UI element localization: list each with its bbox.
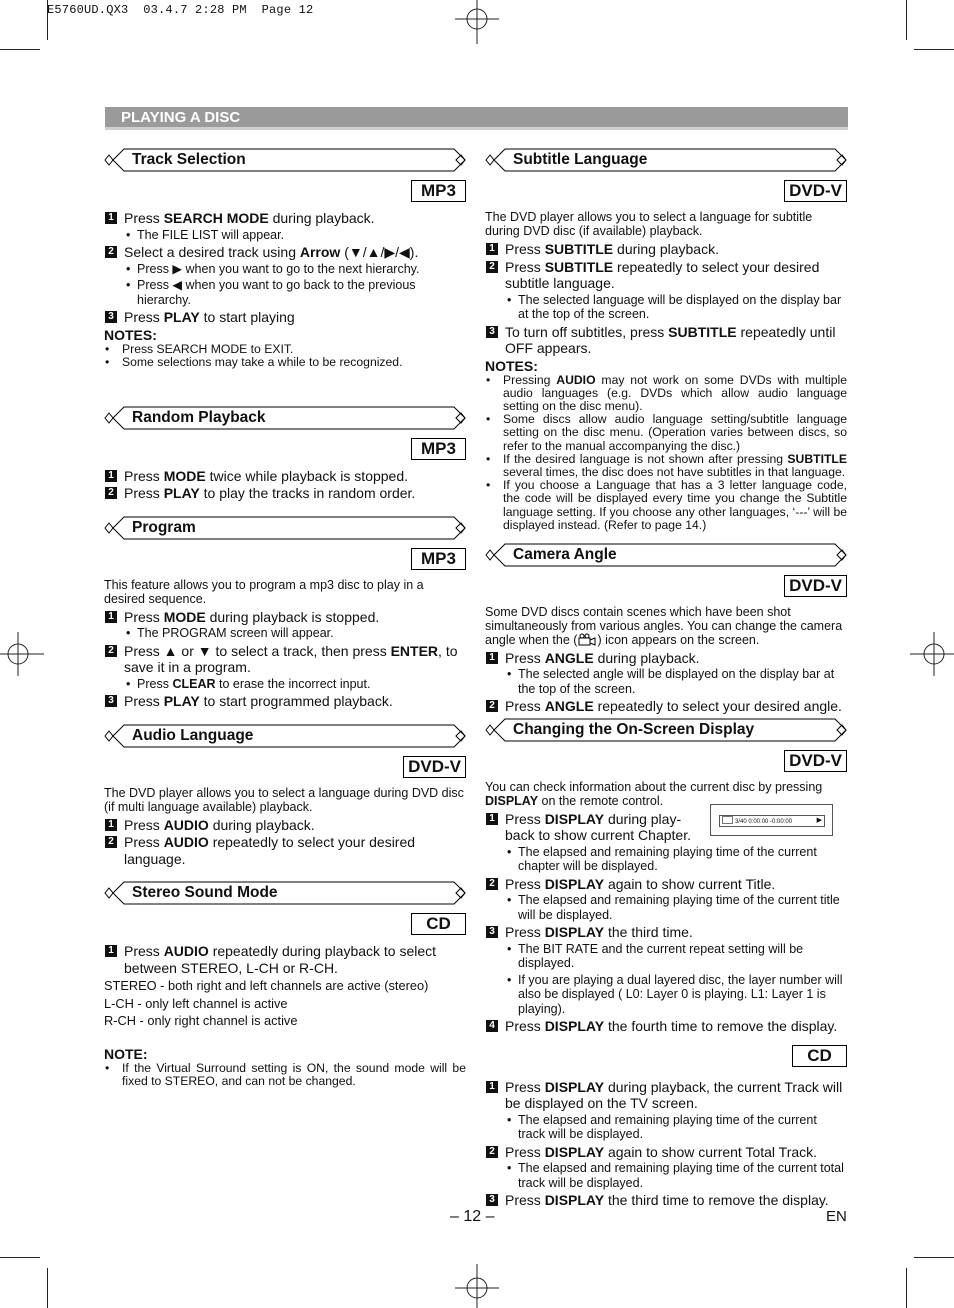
step-number-1: 1 [105,819,117,831]
step-detail: • The elapsed and remaining playing time of the current track will be displayed. [485,1113,847,1142]
step-number-2: 2 [105,836,117,848]
display-bar [719,815,825,827]
step-number-2: 2 [105,487,117,499]
print-slug: E5760UD.QX3 03.4.7 2:28 PM Page 12 [47,3,314,17]
subsection-title: Random Playback [132,408,266,426]
step-number-3: 3 [105,311,117,323]
step-number-1: 1 [105,470,117,482]
step: 1 Press DISPLAY during playback, the current Track will be displayed on the TV screen. [485,1079,847,1112]
step-number-3: 3 [486,1194,498,1206]
step-number-2: 2 [486,261,498,273]
step-detail: • The selected angle will be displayed on the display bar at the top of the screen. [485,667,847,696]
step: 2 Select a desired track using Arrow (▼/▲/▶/◀). [104,244,466,261]
step: 2 Press DISPLAY again to show current Total Track. [485,1144,847,1161]
crop-mark [914,49,954,50]
step: 1 Press AUDIO repeatedly during playback to select between STEREO, L-CH or R-CH. [104,943,466,976]
subsection-header-camera-angle [485,543,847,567]
step: 3 Press DISPLAY the third time to remove the display. [485,1192,847,1209]
step-number-3: 3 [105,695,117,707]
disc-type-badge: CD [792,1045,847,1067]
step: 2 Press AUDIO repeatedly to select your desired language. [104,834,466,867]
step: 2 Press DISPLAY again to show current Title. [485,876,847,893]
note-item: • Pressing AUDIO may not work on some DVDs with multiple audio languages (e.g. DVDs which allow audio language setting on the disc menu). [485,374,847,414]
step-number-1: 1 [105,945,117,957]
step-detail: • The FILE LIST will appear. [104,228,466,243]
notes-heading: NOTES: [104,326,157,343]
intro-text: This feature allows you to program a mp3 disc to play in a desired sequence. [104,577,424,606]
subsection-title: Stereo Sound Mode [132,884,278,902]
step-number-2: 2 [486,1146,498,1158]
display-bar-text: 3/40 0:00:00 -0:00:00 [735,819,793,825]
step: 2 Press SUBTITLE repeatedly to select your desired subtitle language. [485,259,847,292]
step-number-1: 1 [486,1081,498,1093]
disc-type-badge: DVD-V [403,756,466,778]
left-column [104,148,466,1088]
disc-type-badge: MP3 [411,438,466,460]
step-number-1: 1 [486,243,498,255]
step: 1 Press MODE during playback is stopped. [104,609,466,626]
step: 1 Press SEARCH MODE during playback. [104,210,466,227]
step: 1 Press AUDIO during playback. [104,817,466,834]
page-number: – 12 – [450,1208,495,1225]
step: 4 Press DISPLAY the fourth time to remove the display. [485,1018,847,1035]
intro-text: Some DVD discs contain scenes which have been shot simultaneously from various angles. You can change the camera angle when the ( ) icon appears on the screen. [485,604,843,647]
subsection-title: Camera Angle [513,545,617,563]
subsection-title: Program [132,518,196,536]
step: 2 Press ▲ or ▼ to select a track, then press ENTER, to save it in a program. [104,643,466,676]
step-detail: • Press ▶ when you want to go to the next hierarchy. [104,262,466,277]
note-item: • If the desired language is not shown after pressing SUBTITLE several times, the disc does not have subtitles in that language. [485,453,847,479]
step: 3 Press PLAY to start programmed playback. [104,693,466,710]
crop-mark [914,1257,954,1258]
mode-description: STEREO - both right and left channels are active (stereo) [104,978,429,994]
step-detail: • The elapsed and remaining playing time of the current total track will be displayed. [485,1161,847,1190]
registration-mark-icon [0,632,44,676]
step: 2 Press PLAY to play the tracks in random order. [104,485,466,502]
step-detail: • The elapsed and remaining playing time of the current chapter will be displayed. [485,845,847,874]
notes-heading: NOTES: [485,357,538,374]
step-number-2: 2 [486,700,498,712]
intro-text: The DVD player allows you to select a language during DVD disc (if multi language available) playback. [104,785,464,814]
step-detail: • The PROGRAM screen will appear. [104,626,466,641]
note-item: • If you choose a Language that has a 3 letter language code, the code will be displayed every time you change the Subtitle language setting. If you choose any other languages, ‘---’ will be displayed instead. (Refer to page 14.) [485,479,847,532]
intro-text: The DVD player allows you to select a language for subtitle during DVD disc (if available) playback. [485,210,813,238]
subsection-header-on-screen-display [485,718,847,742]
step: 3 Press DISPLAY the third time. [485,924,847,941]
step-number-2: 2 [105,246,117,258]
mode-description: R-CH - only right channel is active [104,1013,298,1029]
step-number-4: 4 [486,1020,498,1032]
disc-type-badge: CD [411,913,466,935]
step-detail: • Press CLEAR to erase the incorrect input. [104,677,466,692]
play-icon: ▶ [816,817,822,824]
subsection-title: Changing the On-Screen Display [513,720,755,738]
crop-mark [47,1268,48,1308]
step: 2 Press ANGLE repeatedly to select your desired angle. [485,698,847,715]
step-number-2: 2 [486,878,498,890]
right-column [485,148,847,1210]
step: 3 Press PLAY to start playing [104,309,466,326]
step-number-2: 2 [105,645,117,657]
step-number-1: 1 [486,652,498,664]
chapter-icon [722,816,733,824]
subsection-title: Audio Language [132,726,254,744]
note-item: • Some selections may take a while to be recognized. [104,356,466,369]
subsection-header-random-playback [104,406,466,430]
step-detail: • The BIT RATE and the current repeat setting will be displayed. [485,942,847,971]
section-header-bar [105,107,848,130]
language-code: EN [826,1208,847,1225]
disc-type-badge: MP3 [411,180,466,202]
step: 1 Press DISPLAY during play-back to show current Chapter. [485,811,695,844]
step-number-1: 1 [486,813,498,825]
note-item: • If the Virtual Surround setting is ON, the sound mode will be fixed to STEREO, and can not be changed. [104,1062,466,1088]
camera-angle-icon [577,633,597,646]
subsection-header-subtitle-language [485,148,847,172]
step: 1 Press ANGLE during playback. [485,650,847,667]
step-detail: • Press ◀ when you want to go back to the previous hierarchy. [104,278,466,307]
step-detail: • If you are playing a dual layered disc, the layer number will also be displayed ( L0: Layer 0 is playing. L1: Layer 1 is playing). [485,973,847,1017]
crop-mark [906,1268,907,1308]
step-number-1: 1 [105,212,117,224]
subsection-header-track-selection [104,148,466,172]
registration-mark-icon [455,0,499,44]
section-title: PLAYING A DISC [121,109,241,126]
step: 1 Press SUBTITLE during playback. [485,241,847,258]
crop-mark [0,49,40,50]
disc-type-badge: DVD-V [784,575,847,597]
step-detail: • The elapsed and remaining playing time of the current title will be displayed. [485,893,847,922]
step: 1 Press MODE twice while playback is stopped. [104,468,466,485]
registration-mark-icon [455,1264,499,1308]
step-detail: • The selected language will be displayed on the display bar at the top of the screen. [485,293,847,322]
crop-mark [0,1257,40,1258]
on-screen-display-illustration [710,804,833,836]
disc-type-badge: DVD-V [784,750,847,772]
subsection-header-audio-language [104,724,466,748]
mode-description: L-CH - only left channel is active [104,995,288,1011]
crop-mark [906,0,907,40]
note-item: • Some discs allow audio language setting/subtitle language setting on the disc menu. (Operation varies between discs, so refer to the manual accompanying the disc.) [485,413,847,453]
intro-text: You can check information about the current disc by pressing DISPLAY on the remote control. [485,779,823,808]
subsection-title: Subtitle Language [513,151,648,168]
subsection-header-program [104,516,466,540]
note-item: • Press SEARCH MODE to EXIT. [104,343,466,356]
step-number-1: 1 [105,611,117,623]
step-number-3: 3 [486,326,498,338]
disc-type-badge: MP3 [411,548,466,570]
notes-heading: NOTE: [104,1045,148,1062]
subsection-title: Track Selection [132,151,246,168]
disc-type-badge: DVD-V [784,180,847,202]
subsection-header-stereo-sound-mode [104,881,466,905]
step-number-3: 3 [486,926,498,938]
registration-mark-icon [910,632,954,676]
step: 3 To turn off subtitles, press SUBTITLE repeatedly until OFF appears. [485,324,847,357]
